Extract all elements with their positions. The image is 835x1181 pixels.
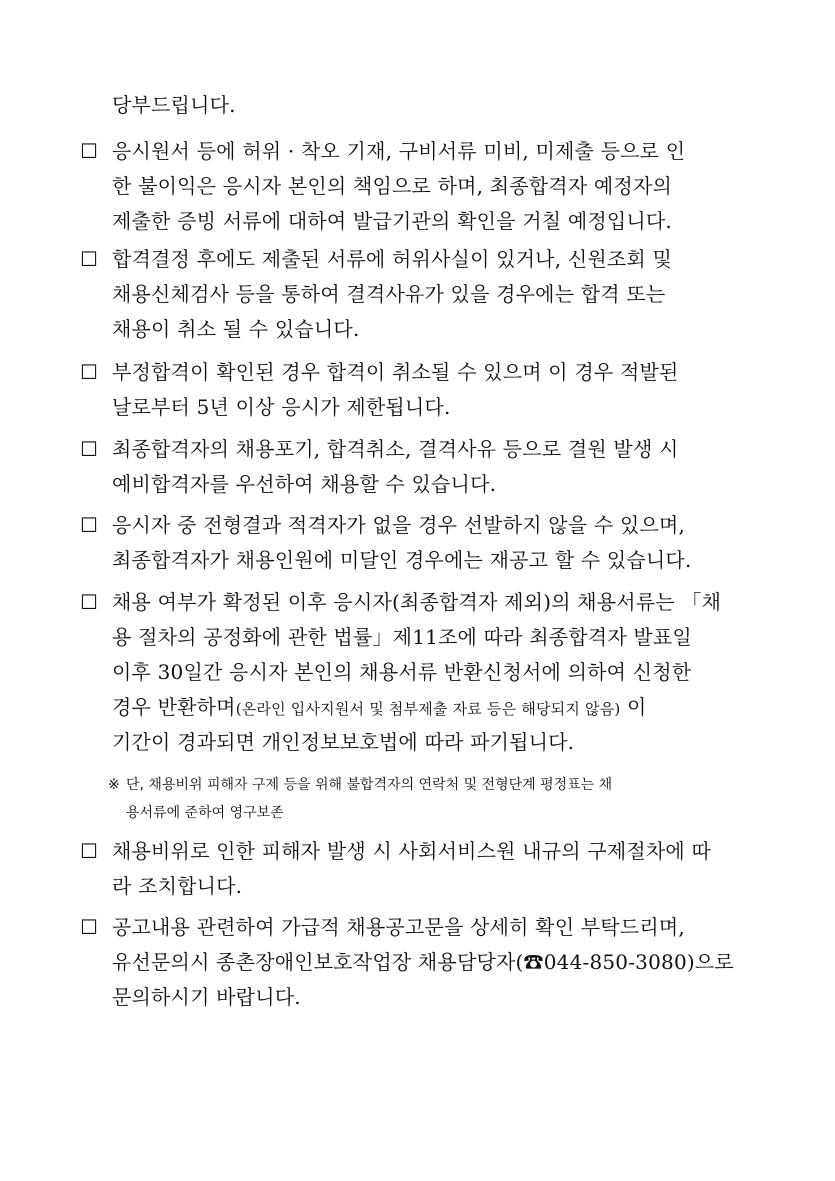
item-line: 기간이 경과되면 개인정보보호법에 따라 파기됩니다. xyxy=(112,730,575,754)
item-line: 부정합격이 확인된 경우 합격이 취소될 수 있으며 이 경우 적발된 xyxy=(112,360,679,384)
note-line: 단, 채용비위 피해자 구제 등을 위해 불합격자의 연락처 및 전형단계 평정표는 채 xyxy=(126,777,613,793)
checkbox-bullet-icon: ☐ xyxy=(80,513,98,537)
item-line: 공고내용 관련하여 가급적 채용공고문을 상세히 확인 부탁드리며, xyxy=(112,915,685,939)
item-line: 한 불이익은 응시자 본인의 책임으로 하며, 최종합격자 예정자의 xyxy=(112,174,672,198)
item-line: 예비합격자를 우선하여 채용할 수 있습니다. xyxy=(112,472,497,496)
reference-mark-icon: ※ xyxy=(108,777,120,793)
item-line: 응시원서 등에 허위 · 착오 기재, 구비서류 미비, 미제출 등으로 인 xyxy=(112,139,686,163)
item-line-parenthetical: (온라인 입사지원서 및 첨부제출 자료 등은 해당되지 않음) xyxy=(235,700,621,718)
item-line: 최종합격자가 채용인원에 미달인 경우에는 재공고 할 수 있습니다. xyxy=(112,548,692,572)
item-line-tail: 이 xyxy=(620,695,647,719)
item-line xyxy=(112,694,647,722)
item-line: 라 조치합니다. xyxy=(112,874,243,898)
item-line: 채용이 취소 될 수 있습니다. xyxy=(112,317,360,341)
item-line: 채용신체검사 등을 통하여 결격사유가 있을 경우에는 합격 또는 xyxy=(112,282,666,306)
item-line: 이후 30일간 응시자 본인의 채용서류 반환신청서에 의하여 신청한 xyxy=(112,660,692,684)
checkbox-bullet-icon: ☐ xyxy=(80,915,98,939)
item-line: 응시자 중 전형결과 적격자가 없을 경우 선발하지 않을 수 있으며, xyxy=(112,513,686,537)
continuation-text: 당부드립니다. xyxy=(112,93,236,117)
item-line: 채용 여부가 확정된 이후 응시자(최종합격자 제외)의 채용서류는 「채 xyxy=(112,590,722,614)
checkbox-bullet-icon: ☐ xyxy=(80,437,98,461)
item-line: 용 절차의 공정화에 관한 법률」제11조에 따라 최종합격자 발표일 xyxy=(112,625,692,649)
checkbox-bullet-icon: ☐ xyxy=(80,590,98,614)
item-line: 날로부터 5년 이상 응시가 제한됩니다. xyxy=(112,395,451,419)
item-line: 최종합격자의 채용포기, 합격취소, 결격사유 등으로 결원 발생 시 xyxy=(112,437,679,461)
item-line: 문의하시기 바랍니다. xyxy=(112,985,301,1009)
note-line: 용서류에 준하여 영구보존 xyxy=(126,805,284,821)
item-line: 채용비위로 인한 피해자 발생 시 사회서비스원 내규의 구제절차에 따 xyxy=(112,839,712,863)
checkbox-bullet-icon: ☐ xyxy=(80,360,98,384)
checkbox-bullet-icon: ☐ xyxy=(80,247,98,271)
item-line-start: 경우 반환하며 xyxy=(112,695,236,719)
item-line: 유선문의시 종촌장애인보호작업장 채용담당자(☎044-850-3080)으로 xyxy=(112,950,734,974)
item-line: 제출한 증빙 서류에 대하여 발급기관의 확인을 거칠 예정입니다. xyxy=(112,209,672,233)
checkbox-bullet-icon: ☐ xyxy=(80,139,98,163)
checkbox-bullet-icon: ☐ xyxy=(80,839,98,863)
item-line: 합격결정 후에도 제출된 서류에 허위사실이 있거나, 신원조회 및 xyxy=(112,247,672,271)
